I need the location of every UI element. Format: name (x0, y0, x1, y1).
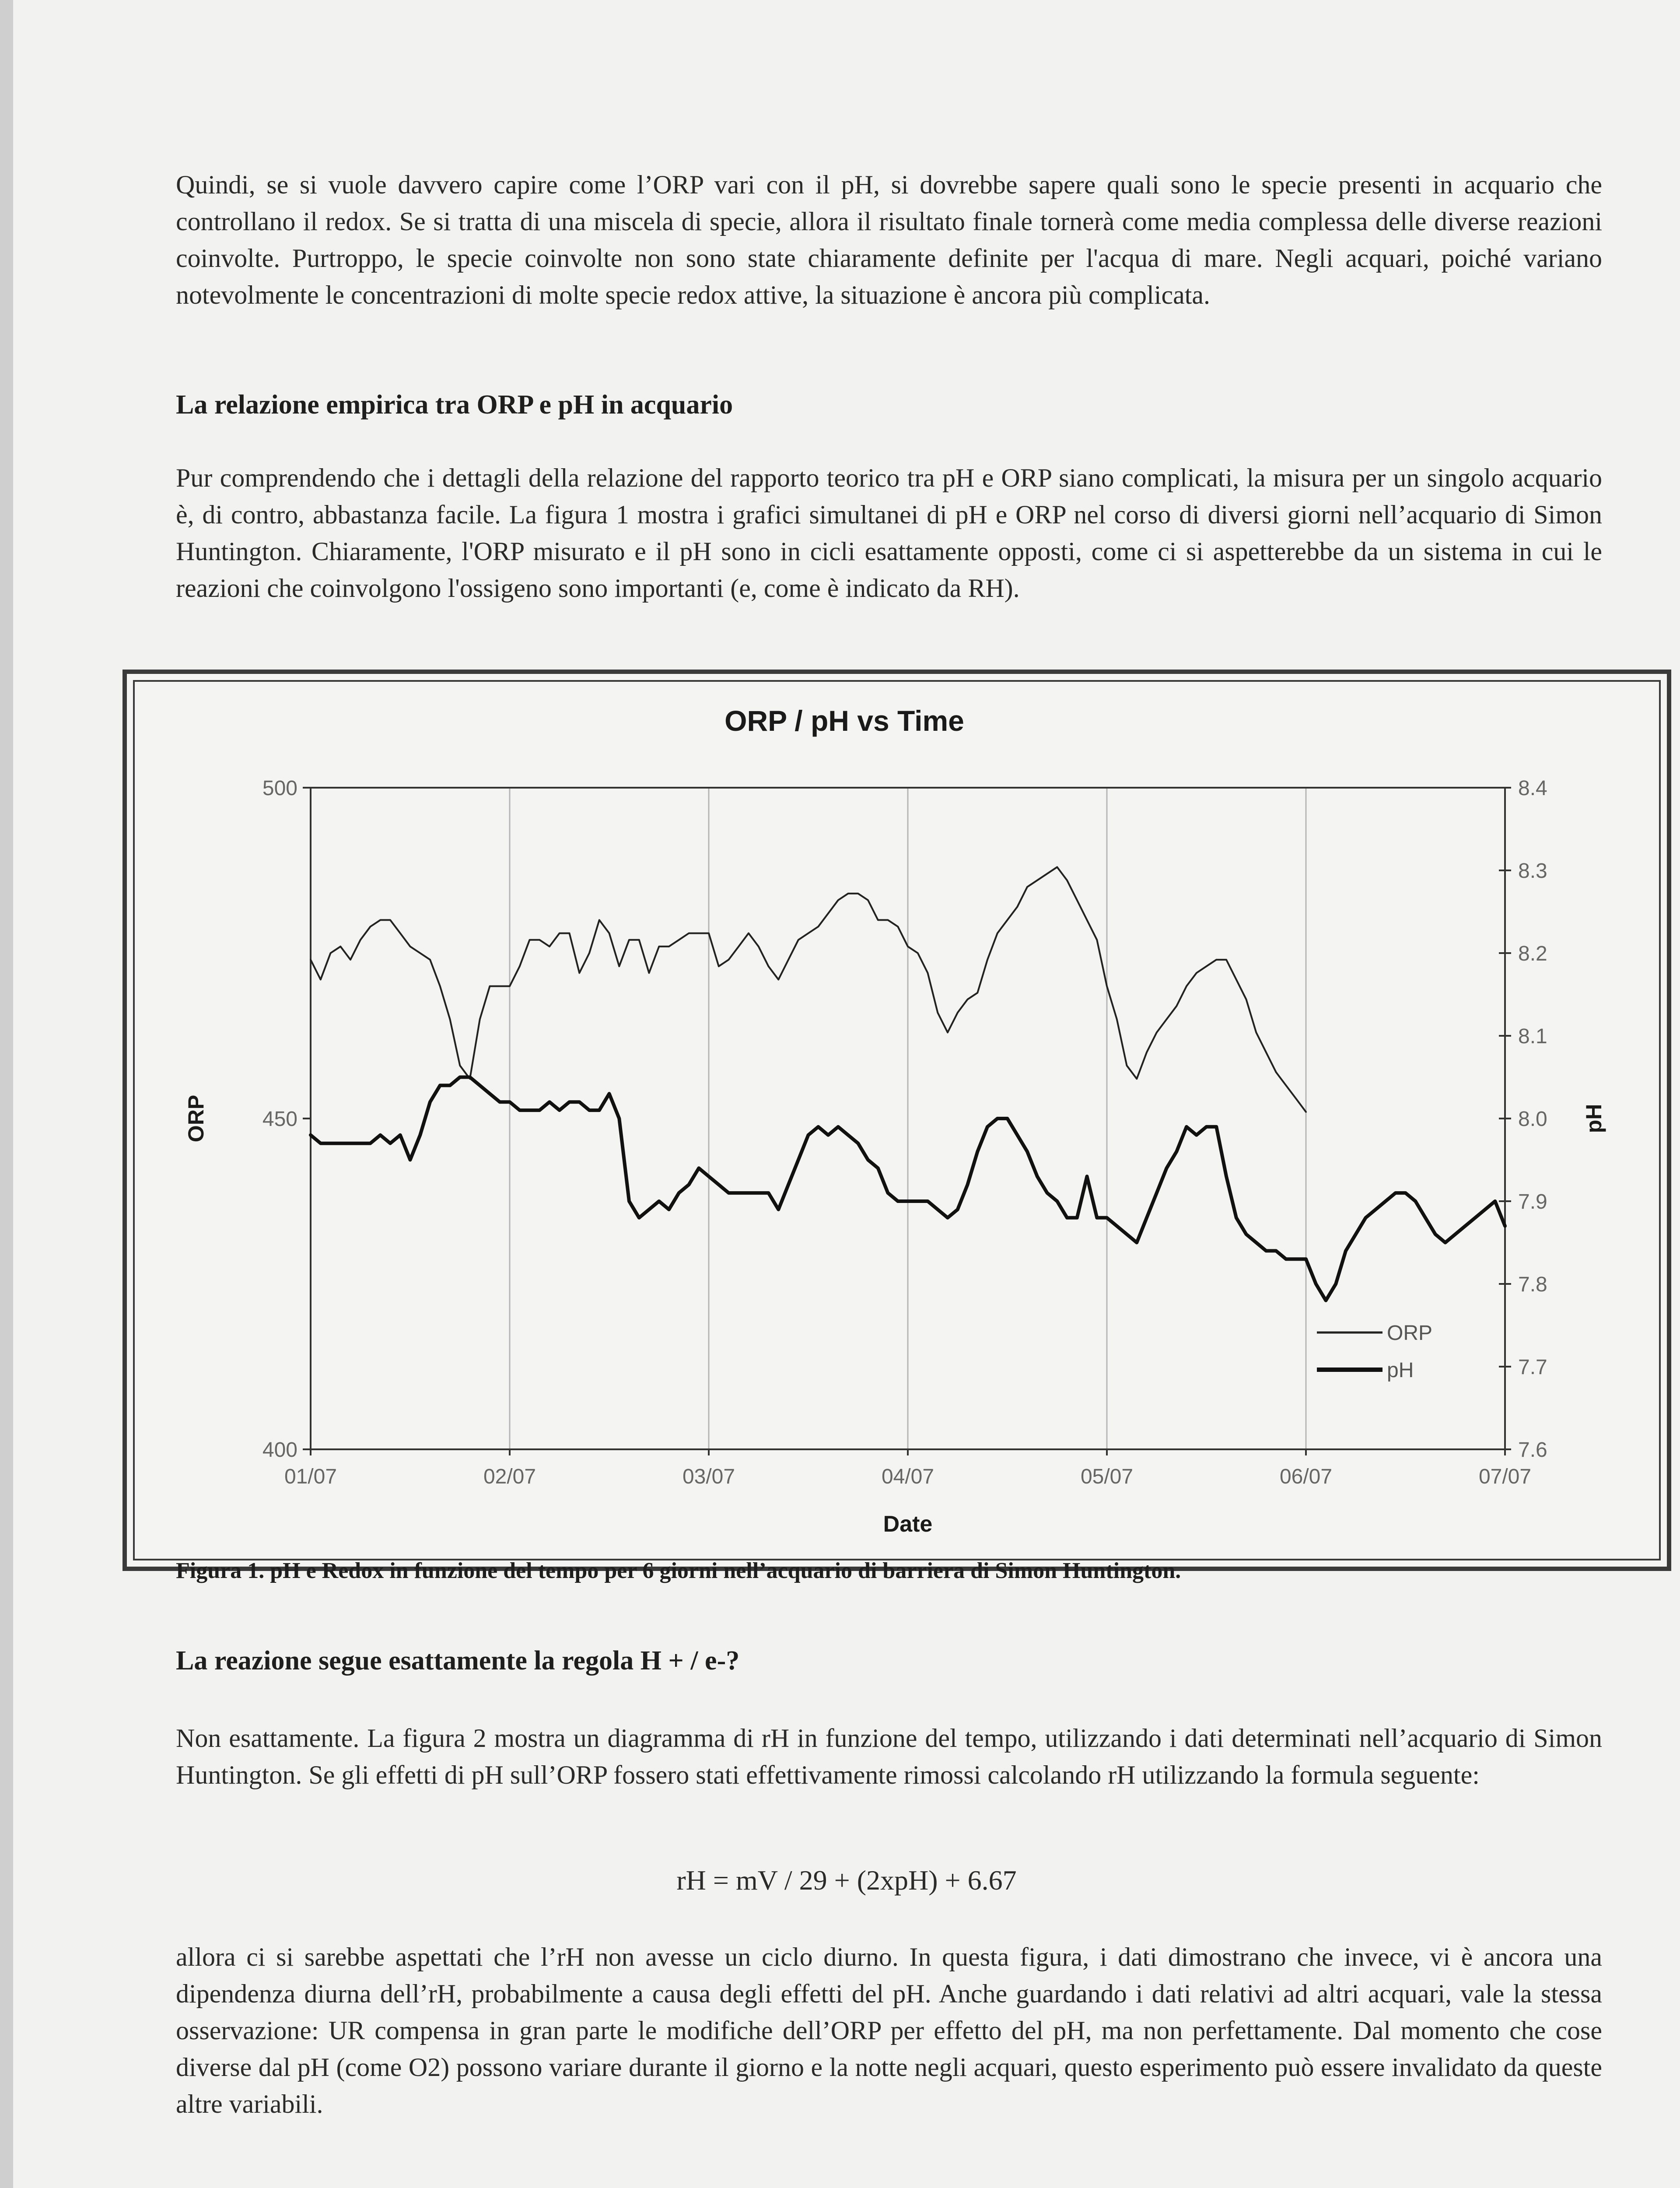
y-right-tick-label: 7.7 (1518, 1356, 1547, 1379)
y-right-tick-label: 8.1 (1518, 1025, 1547, 1048)
orp-ph-chart (127, 674, 1667, 1567)
x-tick-label: 03/07 (682, 1465, 735, 1488)
x-tick-label: 07/07 (1478, 1465, 1532, 1488)
y-left-tick-label: 400 (262, 1438, 298, 1462)
chart-title: ORP / pH vs Time (724, 705, 964, 737)
paragraph-rh: Non esattamente. La figura 2 mostra un diagramma di rH in funzione del tempo, utilizzando i dati determinati nell’acquario di Simon Huntington. Se gli effetti di pH sull’ORP fossero stati effettivamente rimossi calcolando rH utilizzando la formula seguente: (176, 1724, 1602, 1789)
figure-frame (122, 670, 1671, 1571)
x-tick-label: 01/07 (284, 1465, 337, 1488)
figure-caption: Figura 1. pH e Redox in funzione del tempo per 6 giorni nell’acquario di barriera di Simon Huntington. (176, 1558, 1181, 1583)
y-axis-left-label: ORP (184, 1094, 208, 1143)
paragraph-conclusion: allora ci si sarebbe aspettati che l’rH non avesse un ciclo diurno. In questa figura, i dati dimostrano che invece, vi è ancora una dipendenza diurna dell’rH, probabilmente a causa degli effetti del pH. Anche guardando i dati relativi ad altri acquari, vale la stessa osservazione: UR compensa in gran parte le modifiche dell’ORP per effetto del pH, ma non perfettamente. Dal momento che cose diverse dal pH (come O2) possono variare durante il giorno e la notte negli acquari, questo esperimento può essere invalidato da queste altre variabili. (176, 1943, 1602, 2118)
x-axis-label: Date (883, 1511, 933, 1537)
x-tick-label: 05/07 (1080, 1465, 1134, 1488)
section-heading-rule: La reazione segue esattamente la regola H + / e-? (176, 1646, 740, 1676)
y-left-tick-label: 500 (262, 777, 298, 800)
section-heading-orp-ph: La relazione empirica tra ORP e pH in acquario (176, 390, 733, 420)
y-right-tick-label: 8.3 (1518, 859, 1547, 883)
x-tick-label: 02/07 (483, 1465, 536, 1488)
x-tick-label: 04/07 (881, 1465, 934, 1488)
legend-label-ph: pH (1387, 1359, 1414, 1382)
document-page (13, 0, 1680, 2188)
paragraph-empirical-relation: Pur comprendendo che i dettagli della relazione del rapporto teorico tra pH e ORP siano complicati, la misura per un singolo acquario è, di contro, abbastanza facile. La figura 1 mostra i grafici simultanei di pH e ORP nel corso di diversi giorni nell’acquario di Simon Huntington. Chiaramente, l'ORP misurato e il pH sono in cicli esattamente opposti, come ci si aspetterebbe da un sistema in cui le reazioni che coinvolgono l'ossigeno sono importanti (e, come è indicato da RH). (176, 463, 1602, 603)
y-axis-right-label: pH (1582, 1104, 1606, 1133)
y-right-tick-label: 7.8 (1518, 1273, 1547, 1296)
y-right-tick-label: 8.2 (1518, 942, 1547, 965)
legend-label-orp: ORP (1387, 1322, 1433, 1345)
paragraph-intro: Quindi, se si vuole davvero capire come l’ORP vari con il pH, si dovrebbe sapere quali sono le specie presenti in acquario che controllano il redox. Se si tratta di una miscela di specie, allora il risultato finale tornerà come media complessa delle diverse reazioni coinvolte. Purtroppo, le specie coinvolte non sono state chiaramente definite per l'acqua di mare. Negli acquari, poiché variano notevolmente le concentrazioni di molte specie redox attive, la situazione è ancora più complicata. (176, 170, 1602, 309)
series-line-orp (311, 867, 1306, 1112)
y-right-tick-label: 8.0 (1518, 1108, 1547, 1131)
x-tick-label: 06/07 (1279, 1465, 1333, 1488)
y-right-tick-label: 7.6 (1518, 1438, 1547, 1462)
chart-grid (510, 788, 1306, 1449)
chart-axes (262, 777, 1547, 1488)
y-left-tick-label: 450 (262, 1108, 298, 1131)
rh-formula: rH = mV / 29 + (2xpH) + 6.67 (676, 1865, 1017, 1896)
y-right-tick-label: 8.4 (1518, 777, 1547, 800)
y-right-tick-label: 7.9 (1518, 1190, 1547, 1213)
chart-legend (1317, 1322, 1432, 1382)
